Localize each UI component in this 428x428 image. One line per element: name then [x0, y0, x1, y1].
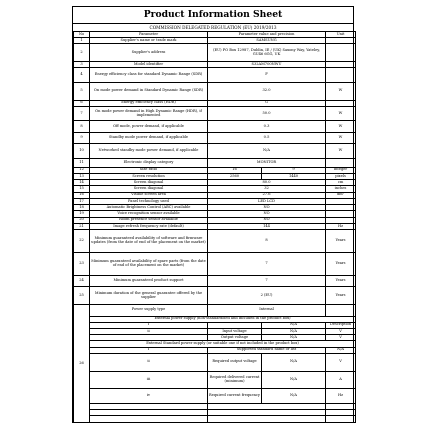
table-row: 20 Room presence sensor available NO — [74, 217, 356, 223]
regulation-reference: COMMISSION DELEGATED REGULATION (EU) 2019/2013 — [73, 23, 353, 32]
blank-row — [74, 416, 356, 423]
psu-standard-iii-row: iii Required delivered current (minimum) N/A A — [74, 371, 356, 389]
table-row: 17 Panel technology used LED LCD — [74, 198, 356, 204]
table-row: 13 Screen resolution 2560 1440 pixels — [74, 173, 356, 179]
table-row: 1 Supplier's name or trade mark SAMSUNG — [74, 38, 356, 44]
psu-input-voltage-row: ii Input voltage N/A V — [74, 328, 356, 334]
table-row: 3 Model identifier S32AM700NWU — [74, 62, 356, 68]
information-table — [73, 31, 356, 423]
table-row: 19 Voice recognition sensor available NO — [74, 211, 356, 217]
psu-standard-i-row: i Supported standard name or list N/A — [74, 347, 356, 353]
table-row: 26 Power supply type Internal — [74, 305, 356, 316]
table-row: 5 On mode power demand in Standard Dynamic Range (SDR) 32.0 W — [74, 82, 356, 100]
table-row: 9 Standby mode power demand, if applicable 0.5 W — [74, 132, 356, 143]
table-row: 2 Supplier's address (EU) PO Box 12987, Dublin, IE / (UK) Saxony Way, Yateley, GU46 6GG, UK — [74, 44, 356, 62]
col-header-no: No — [74, 32, 90, 38]
table-row: 11 Electronic display category MONITOR — [74, 158, 356, 167]
table-row: 16 Visible screen area 27.6 dm² — [74, 192, 356, 198]
col-header-parameter: Parameter — [90, 32, 208, 38]
table-row: 25 Minimum duration of the general guarantee offered by the supplier 2 (EU) Years — [74, 287, 356, 305]
table-row: 14 Screen diagonal 80.0 cm — [74, 180, 356, 186]
table-row: 15 Screen diagonal 32 inches — [74, 186, 356, 192]
table-row: 10 Networked standby mode power demand, if applicable N/A W — [74, 144, 356, 159]
table-row: 18 Automatic Brightness Control (ABC) available NO — [74, 205, 356, 211]
psu-standard-ii-row: ii Required output voltage N/A V — [74, 353, 356, 371]
table-row: 24 Minimum guaranteed product support 7 Years — [74, 275, 356, 286]
psu-internal-title-row: External power supply (non-standardised and included in the product box) — [74, 316, 356, 322]
col-header-unit: Unit — [326, 32, 356, 38]
table-row: 4 Energy efficiency class for standard Dynamic Range (SDR) F — [74, 68, 356, 83]
psu-standard-iv-row: iv Required current frequency N/A Hz — [74, 389, 356, 404]
product-information-sheet — [72, 6, 354, 423]
table-row: 22 Minimum guaranteed availability of software and firmware updates (from the date of end of the placement on the market) 8 Years — [74, 230, 356, 253]
table-row: 12 Size ratio 16 9 integer — [74, 167, 356, 173]
page-title: Product Information Sheet — [143, 9, 283, 20]
psu-output-voltage-row: Output voltage N/A V — [74, 335, 356, 341]
table-row: 21 Image refresh frequency rate (default) 144 Hz — [74, 223, 356, 229]
table-row: 8 Off mode, power demand, if applicable 0.3 W — [74, 121, 356, 132]
psu-standard-title-row: External Standard power supply (or suitable one if not included in the product box) — [74, 341, 356, 347]
col-header-value: Parameter value and precision — [208, 32, 326, 38]
table-row: 7 On mode power demand in High Dynamic Range (HDR), if implemented 50.0 W — [74, 106, 356, 121]
table-row: 6 Energy efficiency class (HDR) G — [74, 100, 356, 106]
psu-internal-head-row: i N/A Description — [74, 322, 356, 328]
table-row: 23 Minimum guaranteed availability of spare parts (from the date of end of the placement on the market) 7 Years — [74, 253, 356, 276]
